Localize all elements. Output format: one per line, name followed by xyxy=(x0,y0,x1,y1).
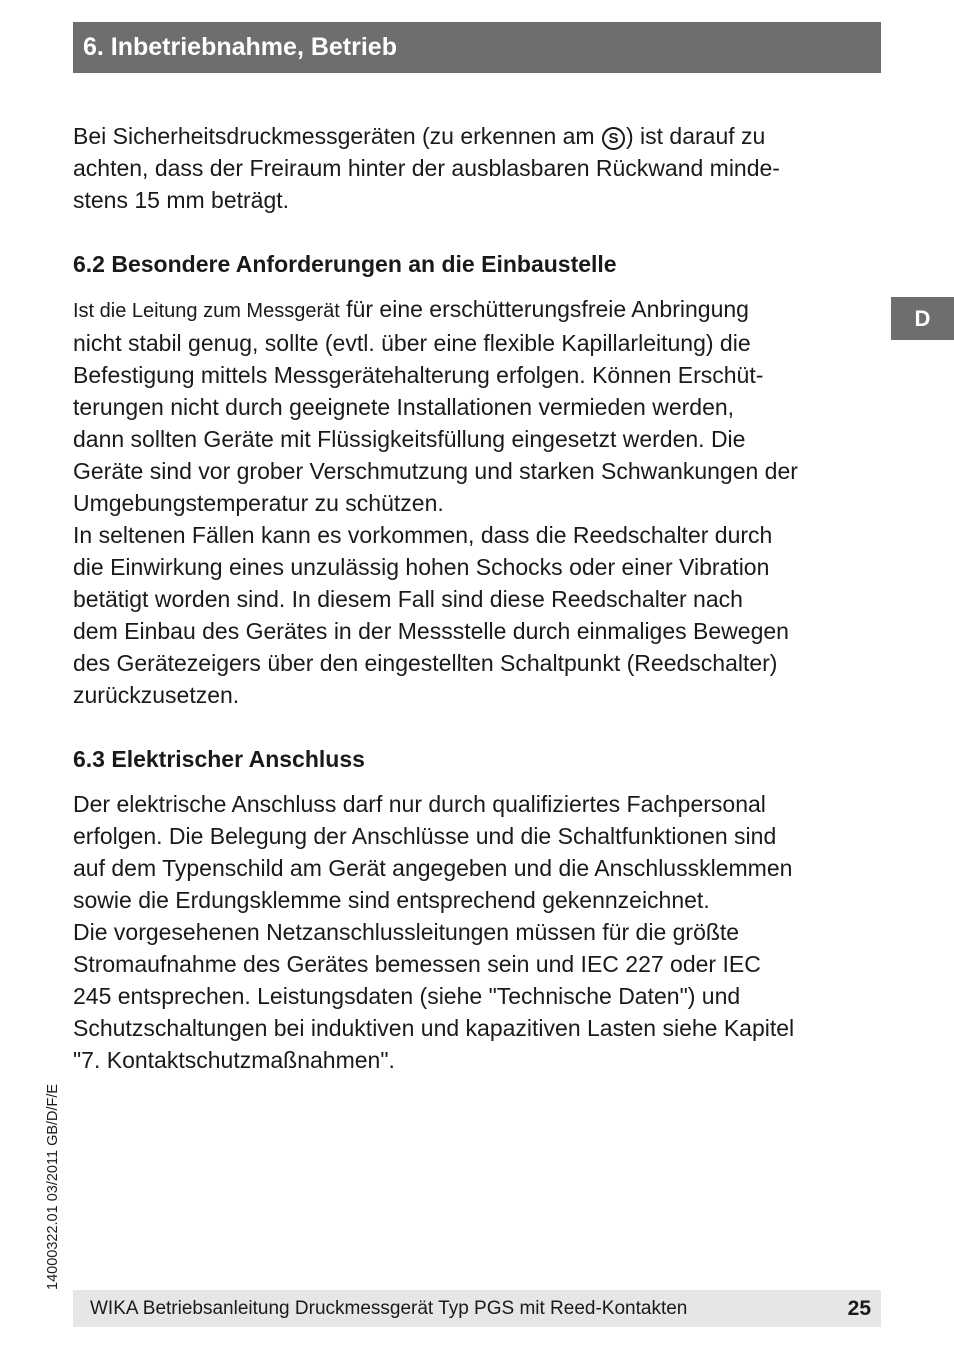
paragraph-line: Schutzschaltungen bei induktiven und kapazitiven Lasten siehe Kapitel xyxy=(73,1015,795,1041)
intro-text: ) ist darauf zu xyxy=(625,123,766,149)
section-6-2-paragraph xyxy=(73,293,881,711)
intro-text: Bei Sicherheitsdruckmessgeräten (zu erkennen am xyxy=(73,123,601,149)
paragraph-line: sowie die Erdungsklemme sind entsprechend gekennzeichnet. xyxy=(73,887,710,913)
paragraph-line: 245 entsprechen. Leistungsdaten (siehe "Technische Daten") und xyxy=(73,983,741,1009)
page-footer xyxy=(73,1290,881,1327)
paragraph-line xyxy=(73,293,881,327)
intro-line: stens 15 mm beträgt. xyxy=(73,187,290,213)
section-6-3-paragraph xyxy=(73,788,881,1076)
paragraph-line: Geräte sind vor grober Verschmutzung und starken Schwankungen der xyxy=(73,458,798,484)
paragraph-line: Umgebungstemperatur zu schützen. xyxy=(73,490,444,516)
paragraph-line: zurückzusetzen. xyxy=(73,682,240,708)
language-tab-label: D xyxy=(914,305,931,331)
page-content xyxy=(73,120,881,1076)
paragraph-line: des Gerätezeigers über den eingestellten Schaltpunkt (Reedschalter) xyxy=(73,650,778,676)
paragraph-line: Befestigung mittels Messgerätehalterung erfolgen. Können Erschüt- xyxy=(73,362,764,388)
paragraph-line: erfolgen. Die Belegung der Anschlüsse und die Schaltfunktionen sind xyxy=(73,823,777,849)
footer-text: WIKA Betriebsanleitung Druckmessgerät Typ PGS mit Reed-Kontakten xyxy=(90,1297,688,1319)
language-tab xyxy=(891,297,954,340)
chapter-title: 6. Inbetriebnahme, Betrieb xyxy=(83,33,397,61)
paragraph-text: Ist die Leitung zum Messgerät xyxy=(73,300,340,322)
paragraph-text: für eine erschütterungsfreie Anbringung xyxy=(339,296,749,322)
page-number: 25 xyxy=(847,1296,871,1320)
paragraph-line: die Einwirkung eines unzulässig hohen Schocks oder einer Vibration xyxy=(73,554,770,580)
paragraph-line: Die vorgesehenen Netzanschlussleitungen müssen für die größte xyxy=(73,919,740,945)
chapter-header xyxy=(73,22,881,73)
intro-line xyxy=(73,120,881,152)
paragraph-line: nicht stabil genug, sollte (evtl. über eine flexible Kapillarleitung) die xyxy=(73,330,751,356)
paragraph-line: In seltenen Fällen kann es vorkommen, dass die Reedschalter durch xyxy=(73,522,773,548)
document-code: 14000322.01 03/2011 GB/D/F/E xyxy=(45,1083,61,1290)
paragraph-line: dann sollten Geräte mit Flüssigkeitsfüllung eingesetzt werden. Die xyxy=(73,426,746,452)
paragraph-line: betätigt worden sind. In diesem Fall sind diese Reedschalter nach xyxy=(73,586,743,612)
intro-paragraph xyxy=(73,120,881,216)
intro-line: achten, dass der Freiraum hinter der ausblasbaren Rückwand minde- xyxy=(73,155,780,181)
safety-s-symbol-icon: S xyxy=(602,127,625,150)
paragraph-line: Stromaufnahme des Gerätes bemessen sein und IEC 227 oder IEC xyxy=(73,951,761,977)
paragraph-line: Der elektrische Anschluss darf nur durch qualifiziertes Fachpersonal xyxy=(73,791,766,817)
paragraph-line: "7. Kontaktschutzmaßnahmen". xyxy=(73,1047,395,1073)
paragraph-line: terungen nicht durch geeignete Installationen vermieden werden, xyxy=(73,394,735,420)
section-heading-6-3: 6.3 Elektrischer Anschluss xyxy=(73,746,365,772)
paragraph-line: dem Einbau des Gerätes in der Messstelle durch einmaliges Bewegen xyxy=(73,618,789,644)
section-heading-6-2: 6.2 Besondere Anforderungen an die Einbaustelle xyxy=(73,251,617,277)
paragraph-line: auf dem Typenschild am Gerät angegeben und die Anschlussklemmen xyxy=(73,855,793,881)
